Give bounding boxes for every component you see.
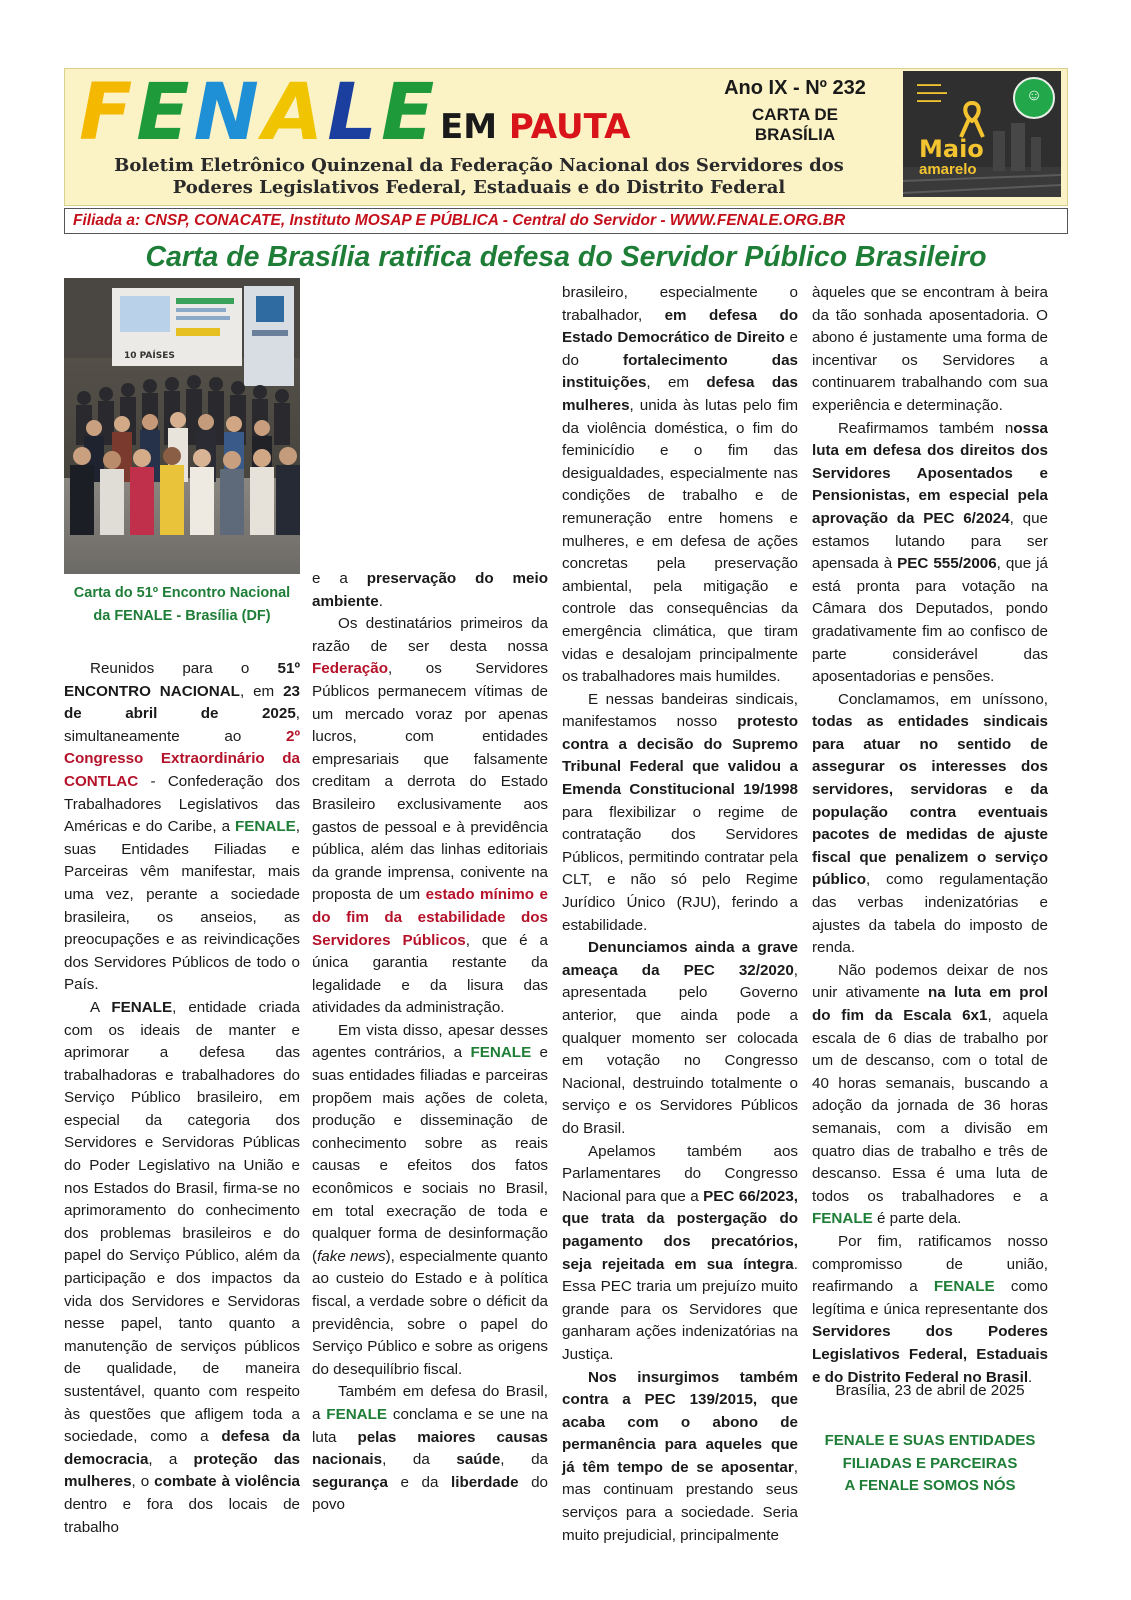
- badge-amarelo-text: amarelo: [919, 161, 977, 178]
- screen-title-text: 10 PAÍSES: [124, 351, 175, 361]
- paragraph: A FENALE, entidade criada com os ideais de manter e aprimorar a defesa das trabalhadoras e trabalhadores do Serviço Público brasileiro, em especial da categoria dos Servidores e Servidoras Públicas do Poder Legislativo na União e nos Estados do Brasil, firma-se no aprimoramento do conhecimento dos problemas brasileiros e do papel do Serviço Público, além da participação e dos impactos da vida dos Servidores e Servidoras nesse papel, tanto quanto a manutenção de serviços públicos de qualidade, de maneira sustentável, quanto com respeito às questões que afligem toda a sociedade, como a defesa da democracia, a proteção das mulheres, o combate à violência dentro e fora dos locais de trabalho: [64, 998, 301, 1536]
- article-column-2: [312, 568, 548, 1517]
- paragraph: àqueles que se encontram à beira da tão sonhada aposentadoria. O abono é justamente uma forma de incentivar os Servidores a continuarem trabalhando com sua experiência e determinação.: [812, 284, 1048, 414]
- article-column-1: [64, 658, 300, 1539]
- fenale-logo: FENALE: [79, 68, 439, 158]
- ribbon-icon: [957, 101, 987, 139]
- article-column-4: [812, 282, 1048, 1389]
- paragraph: Reunidos para o 51º ENCONTRO NACIONAL, em 23 de abril de 2025, simultaneamente ao 2º Congresso Extraordinário da CONTLAC - Confederação dos Trabalhadores Legislativos das Américas e do Caribe, a FENALE, suas Entidades Filiadas e Parceiras vêm manifestar, mais uma vez, perante a sociedade brasileira, os anseios, as preocupações e as reivindicações dos Servidores Públicos de todo o País.: [64, 660, 300, 994]
- fenale-emblem-icon: ☺: [1013, 77, 1055, 119]
- paragraph: Também em defesa do Brasil, a FENALE conclama e se une na luta pelas maiores causas nacionais, da saúde, da segurança e da liberdade do povo: [312, 1383, 548, 1514]
- paragraph: Os destinatários primeiros da razão de ser desta nossa Federação, os Servidores Públicos permanecem vítimas de um mercado voraz por apenas lucros, com entidades empresariais que falsamente creditam a derrota do Estado Brasileiro exclusivamente aos gastos de pessoal e à previdência pública, além das linhas editoriais da grande imprensa, conivente na proposta de um estado mínimo e do fim da estabilidade dos Servidores Públicos, que é a única garantia restante da legalidade e da lisura das atividades da administração.: [312, 615, 548, 1017]
- paragraph: Denunciamos ainda a grave ameaça da PEC 32/2020, apresentada pelo Governo anterior, que ainda pode a qualquer momento ser colocada em votação no Congresso Nacional, destruindo totalmente o serviço e os Servidores Públicos do Brasil.: [562, 939, 798, 1137]
- carta-de-brasilia-tag: CARTA DE BRASÍLIA: [752, 105, 838, 144]
- em-pauta-title: EM PAUTA: [440, 107, 631, 147]
- affiliation-bar: Filiada a: CNSP, CONACATE, Instituto MOSAP E PÚBLICA - Central do Servidor - WWW.FENALE.ORG.BR: [64, 208, 1068, 234]
- maio-amarelo-badge: [903, 71, 1061, 197]
- badge-small-text: ▬▬▬▬ ▬▬▬▬▬ ▬▬▬▬: [917, 82, 947, 104]
- group-photo: [64, 278, 300, 574]
- signature-date: Brasília, 23 de abril de 2025: [835, 1382, 1025, 1399]
- headline: Carta de Brasília ratifica defesa do Servidor Público Brasileiro: [145, 241, 987, 273]
- signature-closing: FENALE E SUAS ENTIDADES FILIADAS E PARCEIRAS A FENALE SOMOS NÓS: [824, 1432, 1036, 1495]
- paragraph: Nos insurgimos também contra a PEC 139/2015, que acaba com o abono de permanência para aqueles que já têm tempo de se aposentar, mas continuam prestando seus serviços para a sociedade. Seria muito prejudicial, principalmente: [562, 1368, 798, 1544]
- photo-caption: Carta do 51º Encontro Nacional da FENALE - Brasília (DF): [73, 585, 291, 624]
- paragraph: brasileiro, especialmente o trabalhador, em defesa do Estado Democrático de Direito e do fortalecimento das instituições, em defesa das mulheres, unida às lutas pelo fim da violência doméstica, o fim do feminicídio e o fim das desigualdades, especialmente nas condições de trabalho e de remuneração entre homens e mulheres, e em defesa de ações concretas pela preservação ambiental, pela mitigação e controle das consequências da emergência climática, que tiram vidas e desalojam principalmente os trabalhadores mais humildes.: [562, 284, 798, 686]
- badge-maio-text: Maio: [919, 135, 984, 163]
- paragraph: Apelamos também aos Parlamentares do Congresso Nacional para que a PEC 66/2023, que trata da postergação do pagamento dos precatórios, seja rejeitada em sua íntegra. Essa PEC traria um prejuízo muito grande para os Servidores que ganharam ações indenizatórias na Justiça.: [562, 1142, 798, 1363]
- paragraph: e a preservação do meio ambiente.: [312, 570, 548, 610]
- paragraph: Em vista disso, apesar desses agentes contrários, a FENALE e suas entidades filiadas e parceiras propõem mais ações de coleta, produção e disseminação de conhecimento sobre as reais causas e efeitos dos fatos econômicos e sociais no Brasil, em total execração de toda e qualquer forma de desinformação (fake news), especialmente quanto ao custeio do Estado e à política fiscal, a verdade sobre o déficit da previdência, sobre o papel do Serviço Público e sobre as origens do desequilíbrio fiscal.: [312, 1021, 548, 1378]
- paragraph: Reafirmamos também nossa luta em defesa dos direitos dos Servidores Aposentados e Pensionistas, em especial pela aprovação da PEC 6/2024, que estamos lutando para ser apensada à PEC 555/2006, que já está pronta para votação na Câmara dos Deputados, pondo gradativamente fim ao confisco de parte considerável das aposentadorias e pensões.: [812, 419, 1048, 686]
- paragraph: E nessas bandeiras sindicais, manifestamos nosso protesto contra a decisão do Supremo Tribunal Federal que validou a Emenda Constitucional 19/1998 para flexibilizar o regime de contratação dos Servidores Públicos, permitindo contratar pela CLT, e não só pelo Regime Jurídico Único (RJU), ferindo a estabilidade.: [562, 690, 798, 934]
- edition-number: Ano IX - Nº 232: [724, 77, 866, 99]
- article-column-3: [562, 282, 798, 1547]
- paragraph: Não podemos deixar de nos unir ativamente na luta em prol do fim da Escala 6x1, aquela escala de 6 dias de trabalho por um de descanso, com o total de 40 horas semanais, buscando a adoção da jornada de 36 horas semanais, com a divisão em quatro dias de trabalho e três de descanso. Essa é uma luta de todos os trabalhadores e a FENALE é parte dela.: [812, 961, 1049, 1228]
- paragraph: Por fim, ratificamos nosso compromisso de união, reafirmando a FENALE como legítima e única representante dos Servidores dos Poderes Legislativos Federal, Estaduais e do Distrito Federal no Brasil.: [812, 1232, 1048, 1386]
- paragraph: Conclamamos, em uníssono, todas as entidades sindicais para atuar no sentido de assegurar os interesses dos servidores, servidoras e da população contra eventuais pacotes de medidas de ajuste fiscal que penalizem o serviço público, como regulamentação das verbas indenizatórias e ajustes da tabela do imposto de renda.: [812, 690, 1048, 957]
- masthead-subtitle: Boletim Eletrônico Quinzenal da Federação Nacional dos Servidores dos Poderes Legislativos Federal, Estaduais e do Distrito Federal: [114, 155, 844, 198]
- masthead: [64, 68, 1068, 206]
- group-photo-image: [64, 278, 300, 574]
